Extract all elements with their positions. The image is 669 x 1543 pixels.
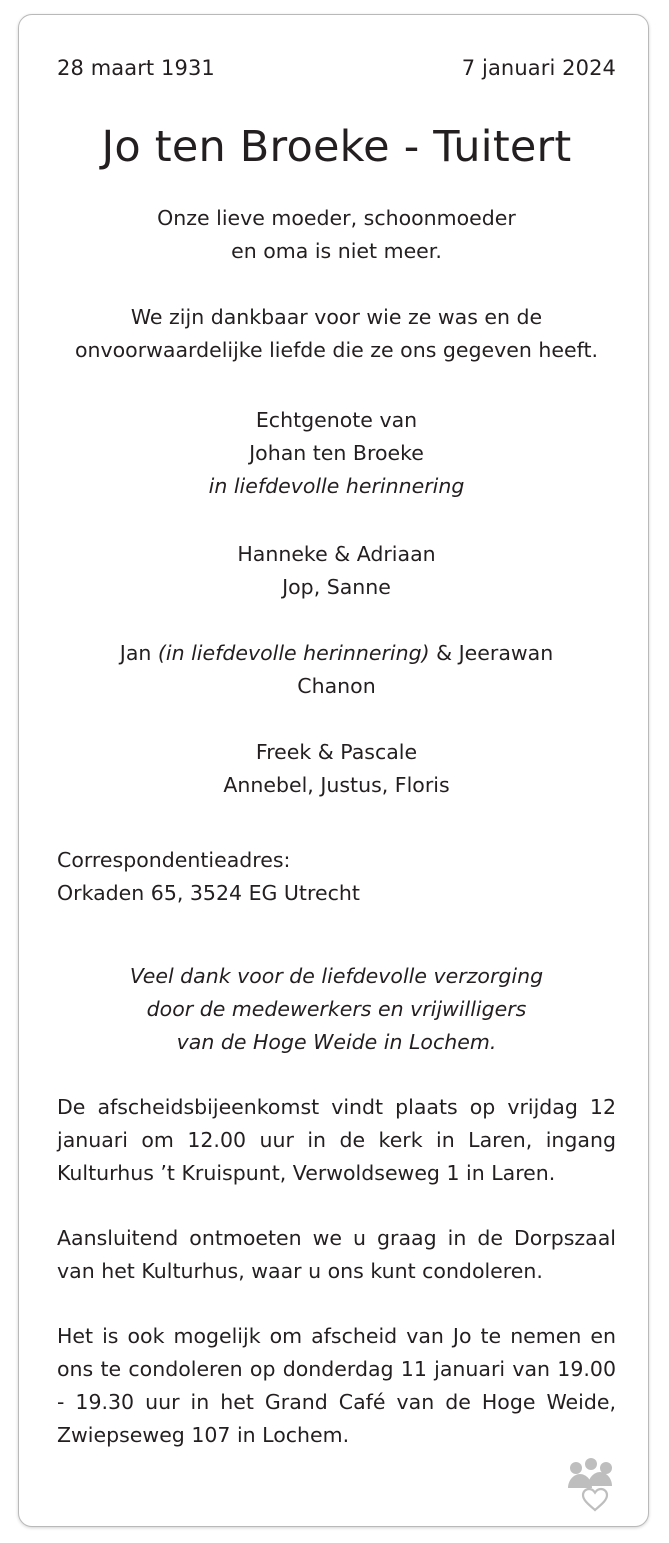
family-parent-partner: & Jeerawan — [429, 641, 554, 665]
spacer — [57, 604, 616, 637]
care-line-1: Veel dank voor de liefdevolle verzorging — [129, 964, 544, 988]
family-list — [57, 538, 616, 802]
correspondence-address: Orkaden 65, 3524 EG Utrecht — [57, 881, 360, 905]
care-thanks-block — [57, 960, 616, 1059]
card-content — [57, 55, 616, 1452]
date-of-birth: 28 maart 1931 — [57, 56, 215, 80]
care-line-2: door de medewerkers en vrijwilligers — [146, 997, 527, 1021]
reception-paragraph: Aansluitend ontmoeten we u graag in de Dorpszaal van het Kulturhus, waar u ons kunt condoleren. — [57, 1226, 616, 1283]
gratitude-text — [57, 301, 616, 367]
correspondence-block — [57, 844, 616, 910]
spacer — [57, 703, 616, 736]
family-group-1 — [57, 538, 616, 604]
intro-line-1: Onze lieve moeder, schoonmoeder — [157, 206, 516, 230]
family-group-3 — [57, 736, 616, 802]
ceremony-paragraph: De afscheidsbijeenkomst vindt plaats op vrijdag 12 januari om 12.00 uur in de kerk in Laren, ingang Kulturhus ’t Kruispunt, Verwoldseweg 1 in Laren. — [57, 1095, 616, 1185]
memorial-card — [18, 14, 649, 1527]
date-of-death: 7 januari 2024 — [461, 56, 616, 80]
funeral-home-logo-icon — [564, 1456, 626, 1512]
family-parent-note: (in liefdevolle herinnering) — [157, 641, 430, 665]
correspondence-label: Correspondentieadres: — [57, 848, 291, 872]
family-parents: Hanneke & Adriaan — [237, 542, 436, 566]
dates-row — [57, 55, 616, 81]
family-group-2 — [57, 637, 616, 703]
visitation-paragraph: Het is ook mogelijk om afscheid van Jo te nemen en ons te condoleren op donderdag 11 januari van 19.00 - 19.30 uur in het Grand Café van de Hoge Weide, Zwiepseweg 107 in Lochem. — [57, 1324, 616, 1447]
deceased-name: Jo ten Broeke - Tuitert — [101, 122, 572, 172]
family-parents: Freek & Pascale — [255, 740, 418, 764]
care-line-3: van de Hoge Weide in Lochem. — [176, 1030, 497, 1054]
intro-line-2: en oma is niet meer. — [231, 239, 442, 263]
gratitude-line-1: We zijn dankbaar voor wie ze was en de — [130, 305, 543, 329]
gratitude-line-2: onvoorwaardelijke liefde die ze ons gegeven heeft. — [74, 338, 599, 362]
family-children: Chanon — [297, 674, 376, 698]
family-parent-name: Jan — [119, 641, 158, 665]
spouse-note: in liefdevolle herinnering — [208, 474, 465, 498]
intro-text — [57, 202, 616, 268]
family-children: Annebel, Justus, Floris — [223, 773, 450, 797]
family-children: Jop, Sanne — [282, 575, 391, 599]
spouse-block — [57, 404, 616, 503]
spouse-name: Johan ten Broeke — [249, 441, 424, 465]
family-parents — [57, 637, 616, 670]
spouse-label: Echtgenote van — [255, 408, 418, 432]
